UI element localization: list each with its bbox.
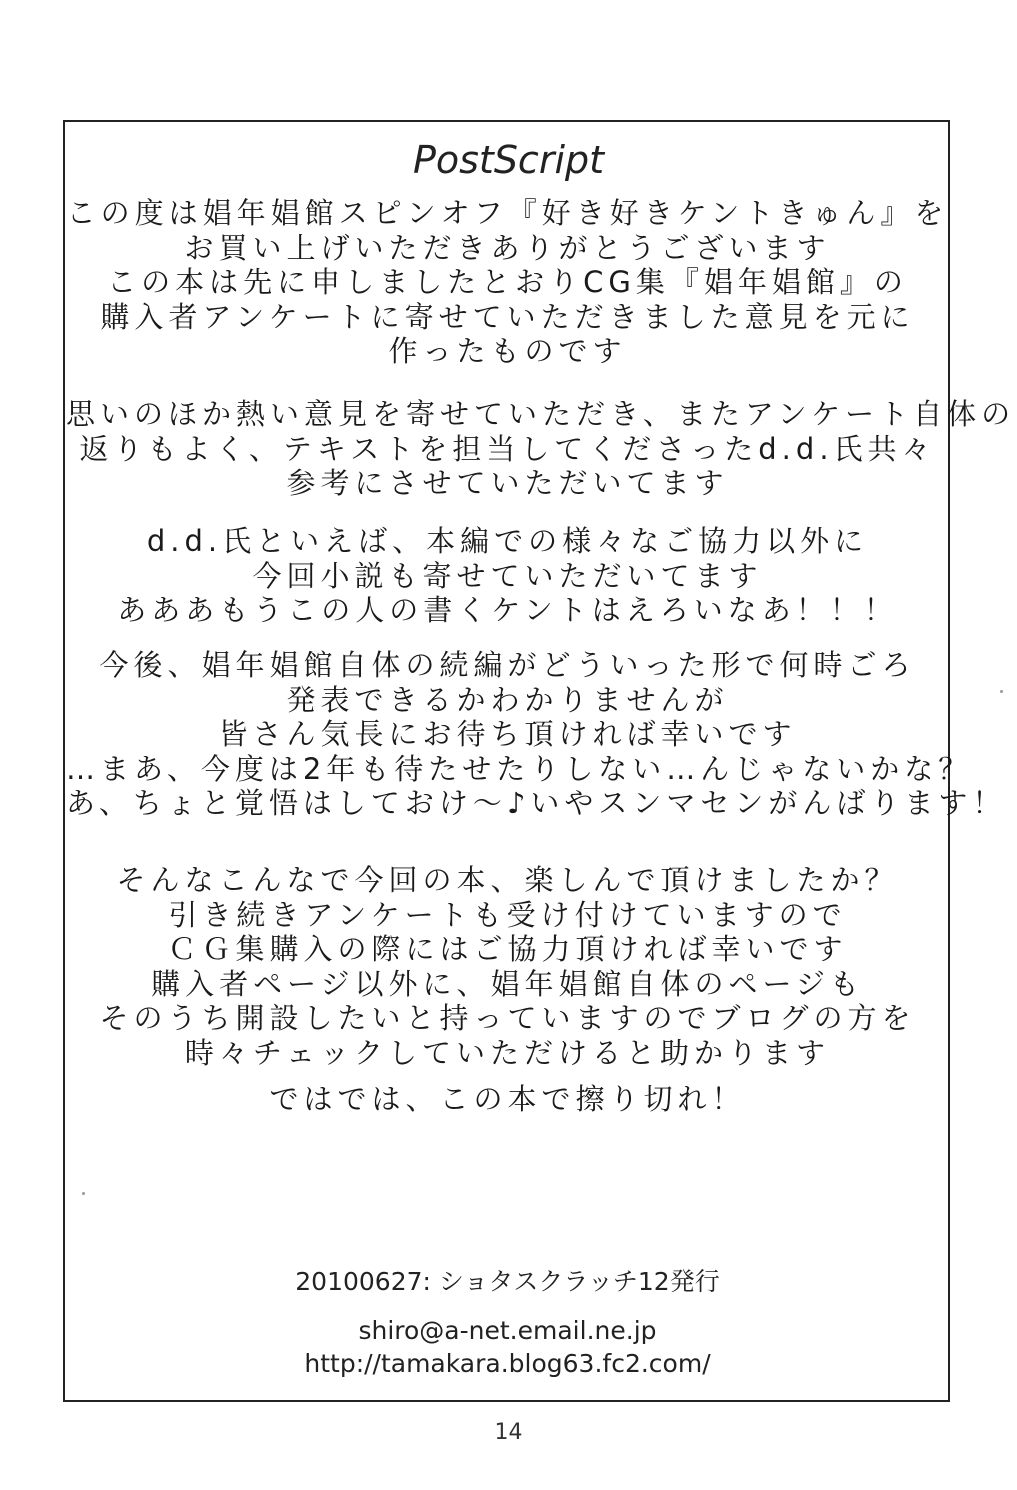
paragraph-thanks: この度は娼年娼館スピンオフ『好き好きケントきゅん』を お買い上げいただきありがとうございます この本は先に申しましたとおりCG集『娼年娼館』の 購入者アンケートに寄せていただきました意見を元に 作ったものです (66, 196, 949, 368)
scan-speck (1000, 690, 1003, 693)
publication-date-line: 20100627: ショタスクラッチ12発行 (295, 1267, 720, 1296)
contact-email: shiro@a-net.email.ne.jp (358, 1316, 657, 1345)
paragraph-survey: そんなこんなで今回の本、楽しんで頂けましたか？ 引き続きアンケートも受け付けていますので ＣＧ集購入の際にはご協力頂ければ幸いです 購入者ページ以外に、娼年娼館自体のページも そのうち開設したいと持っていますのでブログの方を 時々チェックしていただけると助かります (99, 863, 916, 1070)
paragraph-novel: d.d.氏といえば、本編での様々なご協力以外に 今回小説も寄せていただいてます あああもうこの人の書くケントはえろいなあ！！！ (117, 524, 898, 627)
page-title: PostScript (412, 138, 605, 182)
blog-url: http://tamakara.blog63.fc2.com/ (304, 1349, 711, 1378)
paragraph-feedback: 思いのほか熱い意見を寄せていただき、またアンケート自体の 返りもよく、テキストを担当してくださったd.d.氏共々 参考にさせていただいてます (66, 397, 1016, 500)
paragraph-closing: ではでは、この本で擦り切れ！ (269, 1082, 746, 1116)
scan-speck (82, 1192, 85, 1195)
paragraph-sequel: 今後、娼年娼館自体の続編がどういった形で何時ごろ 発表できるかわかりませんが 皆さん気長にお待ち頂ければ幸いです …まあ、今度は2年も待たせたりしない…んじゃないかな？ あ、ちょと覚悟はしておけ～♪いやスンマセンがんばります！ (66, 648, 1007, 820)
page-number: 14 (494, 1420, 523, 1445)
